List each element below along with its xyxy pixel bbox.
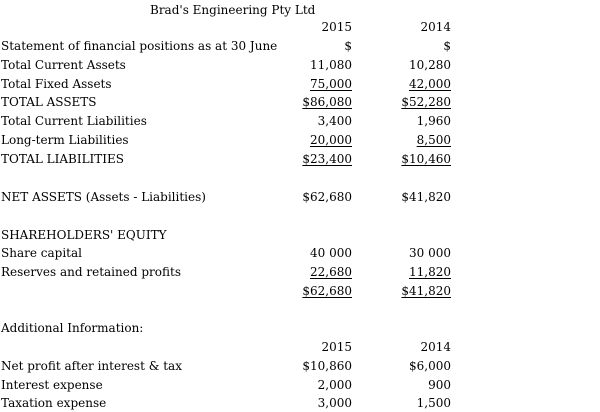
row-label: Reserves and retained profits xyxy=(1,265,181,279)
row-label: Net profit after interest & tax xyxy=(1,359,182,373)
total-current-liabilities-row xyxy=(0,112,600,130)
value-2015: $23,400 xyxy=(302,152,352,166)
value-2015: $10,860 xyxy=(302,359,352,373)
total-assets-row xyxy=(0,93,600,111)
taxation-expense-row xyxy=(0,394,600,412)
value-2014: $6,000 xyxy=(409,359,451,373)
additional-heading-row xyxy=(0,319,600,337)
section-heading: Additional Information: xyxy=(1,321,144,335)
year-header-row xyxy=(0,18,600,36)
value-2015: $86,080 xyxy=(302,95,352,109)
additional-year-row xyxy=(0,338,600,356)
section-heading: SHAREHOLDERS' EQUITY xyxy=(1,228,167,242)
value-2015: 11,080 xyxy=(310,58,352,72)
total-fixed-assets-row xyxy=(0,75,600,93)
value-2014: 1,500 xyxy=(416,396,451,410)
header-year-2014: 2014 xyxy=(420,340,451,354)
total-current-assets-row xyxy=(0,56,600,74)
value-2014: $52,280 xyxy=(401,95,451,109)
value-2015: 40 000 xyxy=(310,246,352,260)
currency-2015: $ xyxy=(344,39,352,53)
statement-label: Statement of financial positions as at 30 June xyxy=(1,39,278,53)
header-year-2014: 2014 xyxy=(420,20,451,34)
value-2014: 900 xyxy=(428,378,451,392)
value-2014: 10,280 xyxy=(409,58,451,72)
value-2014: 30 000 xyxy=(409,246,451,260)
currency-2014: $ xyxy=(443,39,451,53)
row-label: Long-term Liabilities xyxy=(1,133,129,147)
row-label: Interest expense xyxy=(1,378,103,392)
share-capital-row xyxy=(0,244,600,262)
value-2015: 75,000 xyxy=(310,77,352,91)
company-title: Brad's Engineering Pty Ltd xyxy=(150,3,316,17)
row-label: TOTAL LIABILITIES xyxy=(1,152,125,166)
value-2014: 11,820 xyxy=(409,265,451,279)
row-label: Total Current Liabilities xyxy=(1,114,147,128)
row-label: TOTAL ASSETS xyxy=(1,95,97,109)
value-2015: 3,400 xyxy=(317,114,352,128)
value-2014: $41,820 xyxy=(401,190,451,204)
value-2014: $10,460 xyxy=(401,152,451,166)
value-2014: 42,000 xyxy=(409,77,451,91)
net-assets-row xyxy=(0,188,600,206)
value-2015: 22,680 xyxy=(310,265,352,279)
value-2015: $62,680 xyxy=(302,190,352,204)
row-label: Share capital xyxy=(1,246,82,260)
row-label: Total Current Assets xyxy=(1,58,126,72)
value-2015: $62,680 xyxy=(302,284,352,298)
value-2014: $41,820 xyxy=(401,284,451,298)
row-label: Taxation expense xyxy=(1,396,107,410)
interest-expense-row xyxy=(0,376,600,394)
net-profit-row xyxy=(0,357,600,375)
row-label: Total Fixed Assets xyxy=(1,77,112,91)
value-2014: 8,500 xyxy=(416,133,451,147)
long-term-liabilities-row xyxy=(0,131,600,149)
row-label: NET ASSETS (Assets - Liabilities) xyxy=(1,190,206,204)
equity-total-row xyxy=(0,282,600,300)
value-2014: 1,960 xyxy=(416,114,451,128)
reserves-row xyxy=(0,263,600,281)
value-2015: 3,000 xyxy=(317,396,352,410)
value-2015: 20,000 xyxy=(310,133,352,147)
header-year-2015: 2015 xyxy=(321,340,352,354)
statement-row xyxy=(0,37,600,55)
total-liabilities-row xyxy=(0,150,600,168)
equity-heading-row xyxy=(0,226,600,244)
value-2015: 2,000 xyxy=(317,378,352,392)
header-year-2015: 2015 xyxy=(321,20,352,34)
